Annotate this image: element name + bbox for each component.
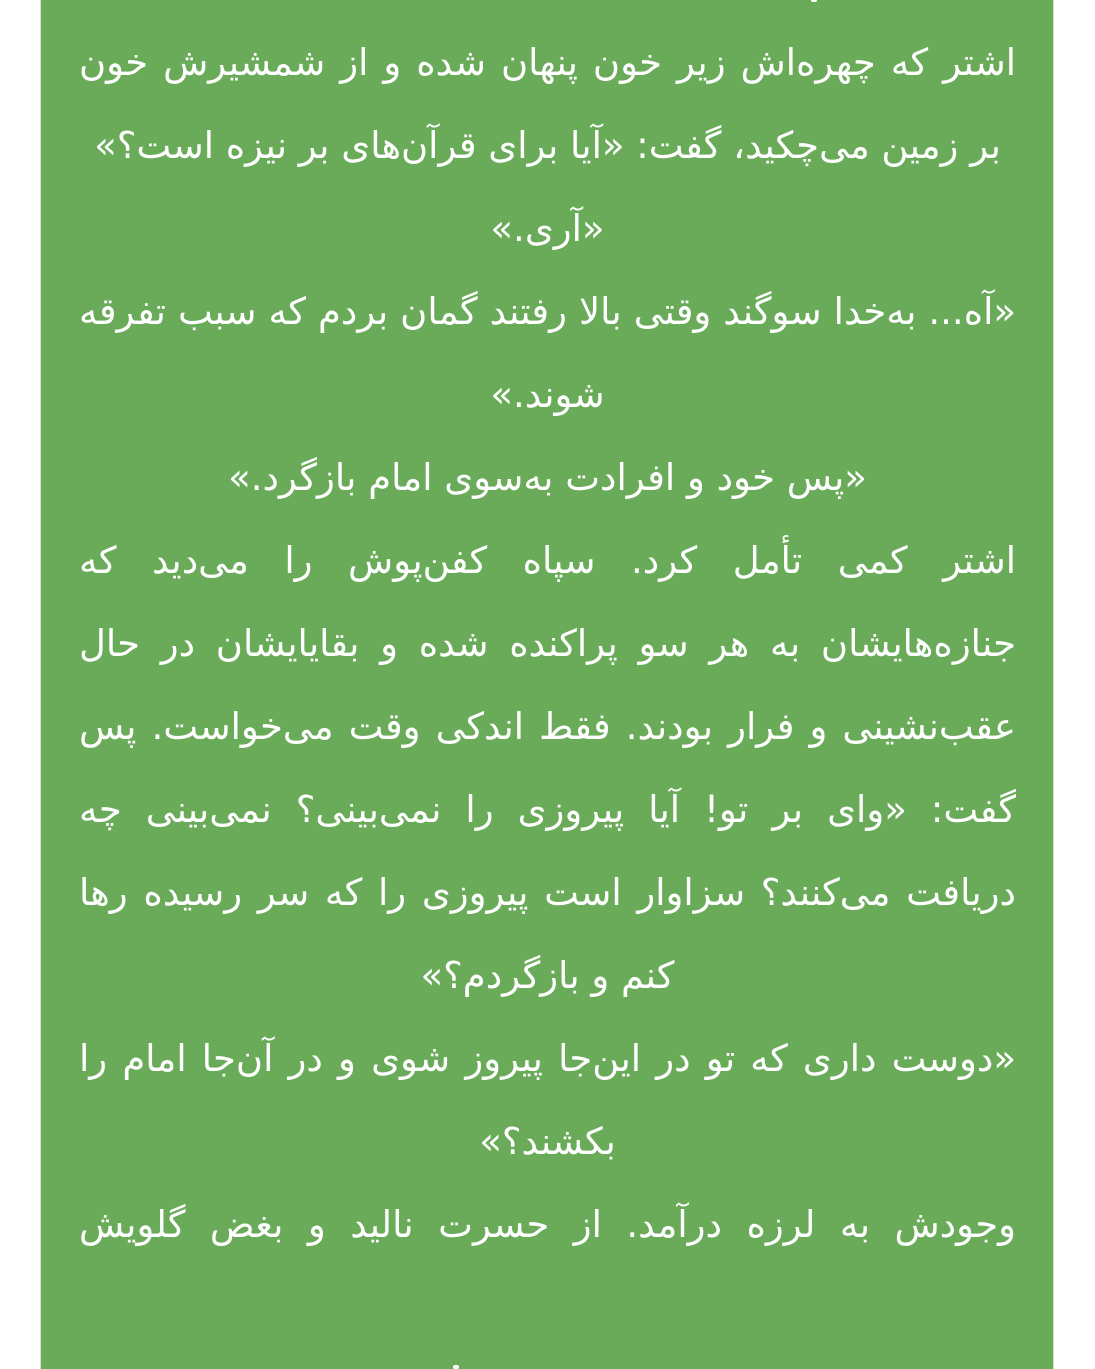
paragraph-6: «دوست داری که تو در این‌جا پیروز شوی و در آن‌جا امام را بکشند؟» (79, 1037, 1016, 1163)
paragraph-5: اشتر کمی تأمل کرد. سپاه کفن‌پوش را می‌دید که جنازه‌هایشان به هر سو پراکنده شده و بقایایشان در حال عقب‌نشینی و فرار بودند. فقط اندکی وقت می‌خواست. پس گفت: «وای بر تو! آیا پیروزی را نمی‌بینی؟ نمی‌بینی چه دریافت می‌کنند؟ سزاوار است پیروزی را که سر رسیده رها کنم و بازگردم؟» (79, 539, 1016, 997)
paragraph-7: وجودش به لرزه درآمد. از حسرت نالید و بغض گلویش (79, 1203, 1016, 1246)
paragraph-2: «آری.» (490, 207, 605, 250)
text-fragment-top (811, 0, 817, 2)
book-text (79, 21, 1016, 1266)
paragraph-1: اشتر که چهره‌اش زیر خون پنهان شده و از شمشیرش خون بر زمین می‌چکید، گفت: «آیا برای قرآن‌های بر نیزه است؟» (79, 41, 1016, 167)
text-fragment-bottom (453, 1365, 459, 1369)
paragraph-4: «پس خود و افرادت به‌سوی امام بازگرد.» (228, 456, 867, 499)
paragraph-3: «آه... به‌خدا سوگند وقتی بالا رفتند گمان بردم که سبب تفرقه شوند.» (79, 290, 1016, 416)
